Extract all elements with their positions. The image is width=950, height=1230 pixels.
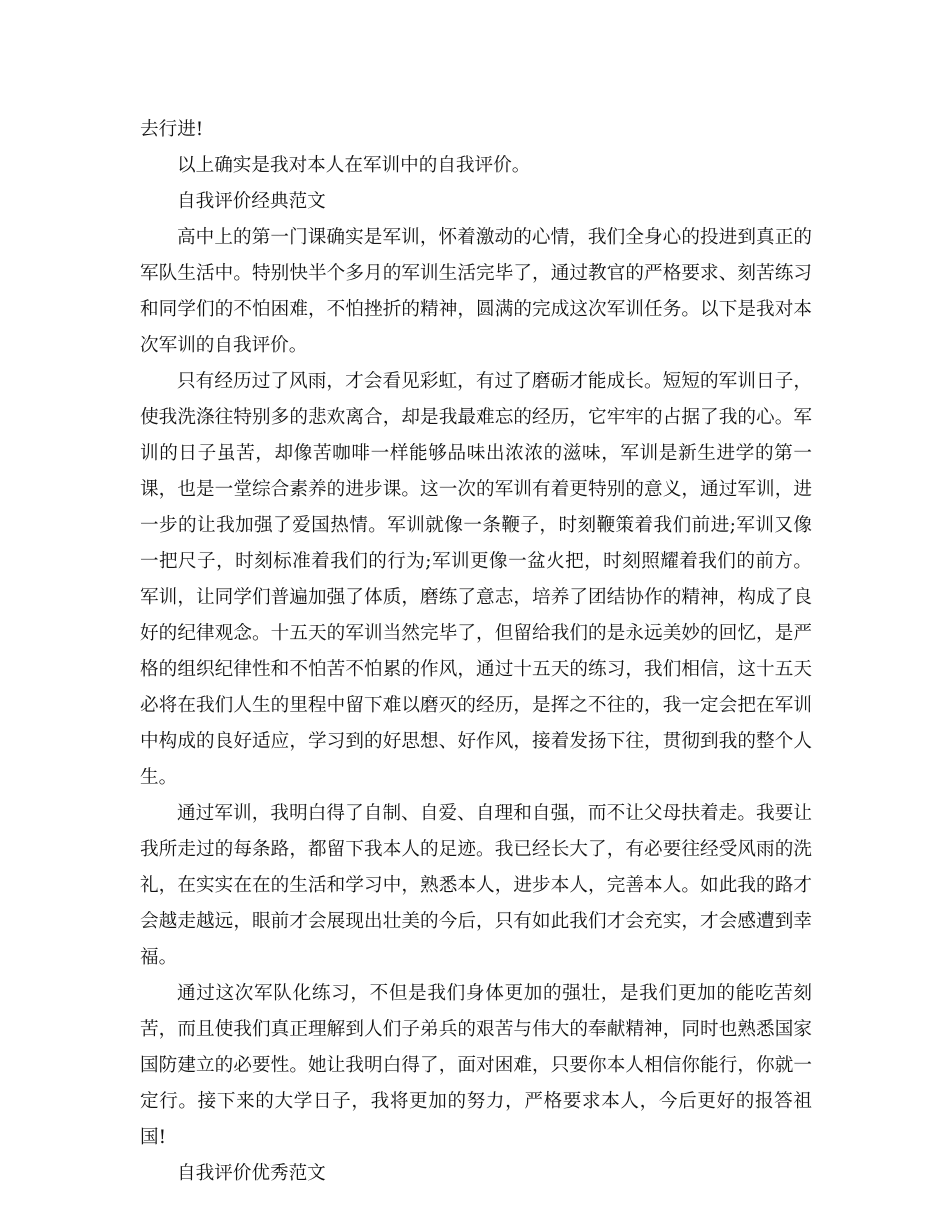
paragraph-experience: 只有经历过了风雨，才会看见彩虹，有过了磨砺才能成长。短短的军训日子，使我洗涤往特别多的悲欢离合，却是我最难忘的经历，它牢牢的占据了我的心。军训的日子虽苦，却像苦咖啡一样能够品味出浓浓的滋味，军训是新生进学的第一课，也是一堂综合素养的进步课。这一次的军训有着更特别的意义，通过军训，进一步的让我加强了爱国热情。军训就像一条鞭子，时刻鞭策着我们前进;军训又像一把尺子，时刻标准着我们的行为;军训更像一盆火把，时刻照耀着我们的前方。军训，让同学们普遍加强了体质，磨练了意志，培养了团结协作的精神，构成了良好的纪律观念。十五天的军训当然完毕了，但留给我们的是永远美妙的回忆，是严格的组织纪律性和不怕苦不怕累的作风，通过十五天的练习，我们相信，这十五天必将在我们人生的里程中留下难以磨灭的经历，是挥之不往的，我一定会把在军训中构成的良好适应，学习到的好思想、好作风，接着发扬下往，贯彻到我的整个人生。 bbox=[140, 371, 812, 788]
section-heading-excellent: 自我评价优秀范文 bbox=[177, 1163, 326, 1184]
paragraph-conclusion: 以上确实是我对本人在军训中的自我评价。 bbox=[177, 155, 531, 176]
document-body bbox=[140, 112, 812, 1192]
section-heading-classic: 自我评价经典范文 bbox=[177, 191, 326, 212]
paragraph-continuation: 去行进! bbox=[140, 119, 204, 140]
paragraph-self-growth: 通过军训，我明白得了自制、自爱、自理和自强，而不让父母扶着走。我要让我所走过的每条路，都留下我本人的足迹。我已经长大了，有必要往经受风雨的洗礼，在实实在在的生活和学习中，熟悉本人，进步本人，完善本人。如此我的路才会越走越远，眼前才会展现出壮美的今后，只有如此我们才会充实，才会感遭到幸福。 bbox=[140, 803, 812, 968]
paragraph-intro: 高中上的第一门课确实是军训，怀着激动的心情，我们全身心的投进到真正的军队生活中。特别快半个多月的军训生活完毕了，通过教官的严格要求、刻苦练习和同学们的不怕困难，不怕挫折的精神，圆满的完成这次军训任务。以下是我对本次军训的自我评价。 bbox=[140, 227, 812, 356]
paragraph-summary: 通过这次军队化练习，不但是我们身体更加的强壮，是我们更加的能吃苦刻苦，而且使我们真正理解到人们子弟兵的艰苦与伟大的奉献精神，同时也熟悉国家国防建立的必要性。她让我明白得了，面对困难，只要你本人相信你能行，你就一定行。接下来的大学日子，我将更加的努力，严格要求本人，今后更好的报答祖国! bbox=[140, 983, 812, 1148]
